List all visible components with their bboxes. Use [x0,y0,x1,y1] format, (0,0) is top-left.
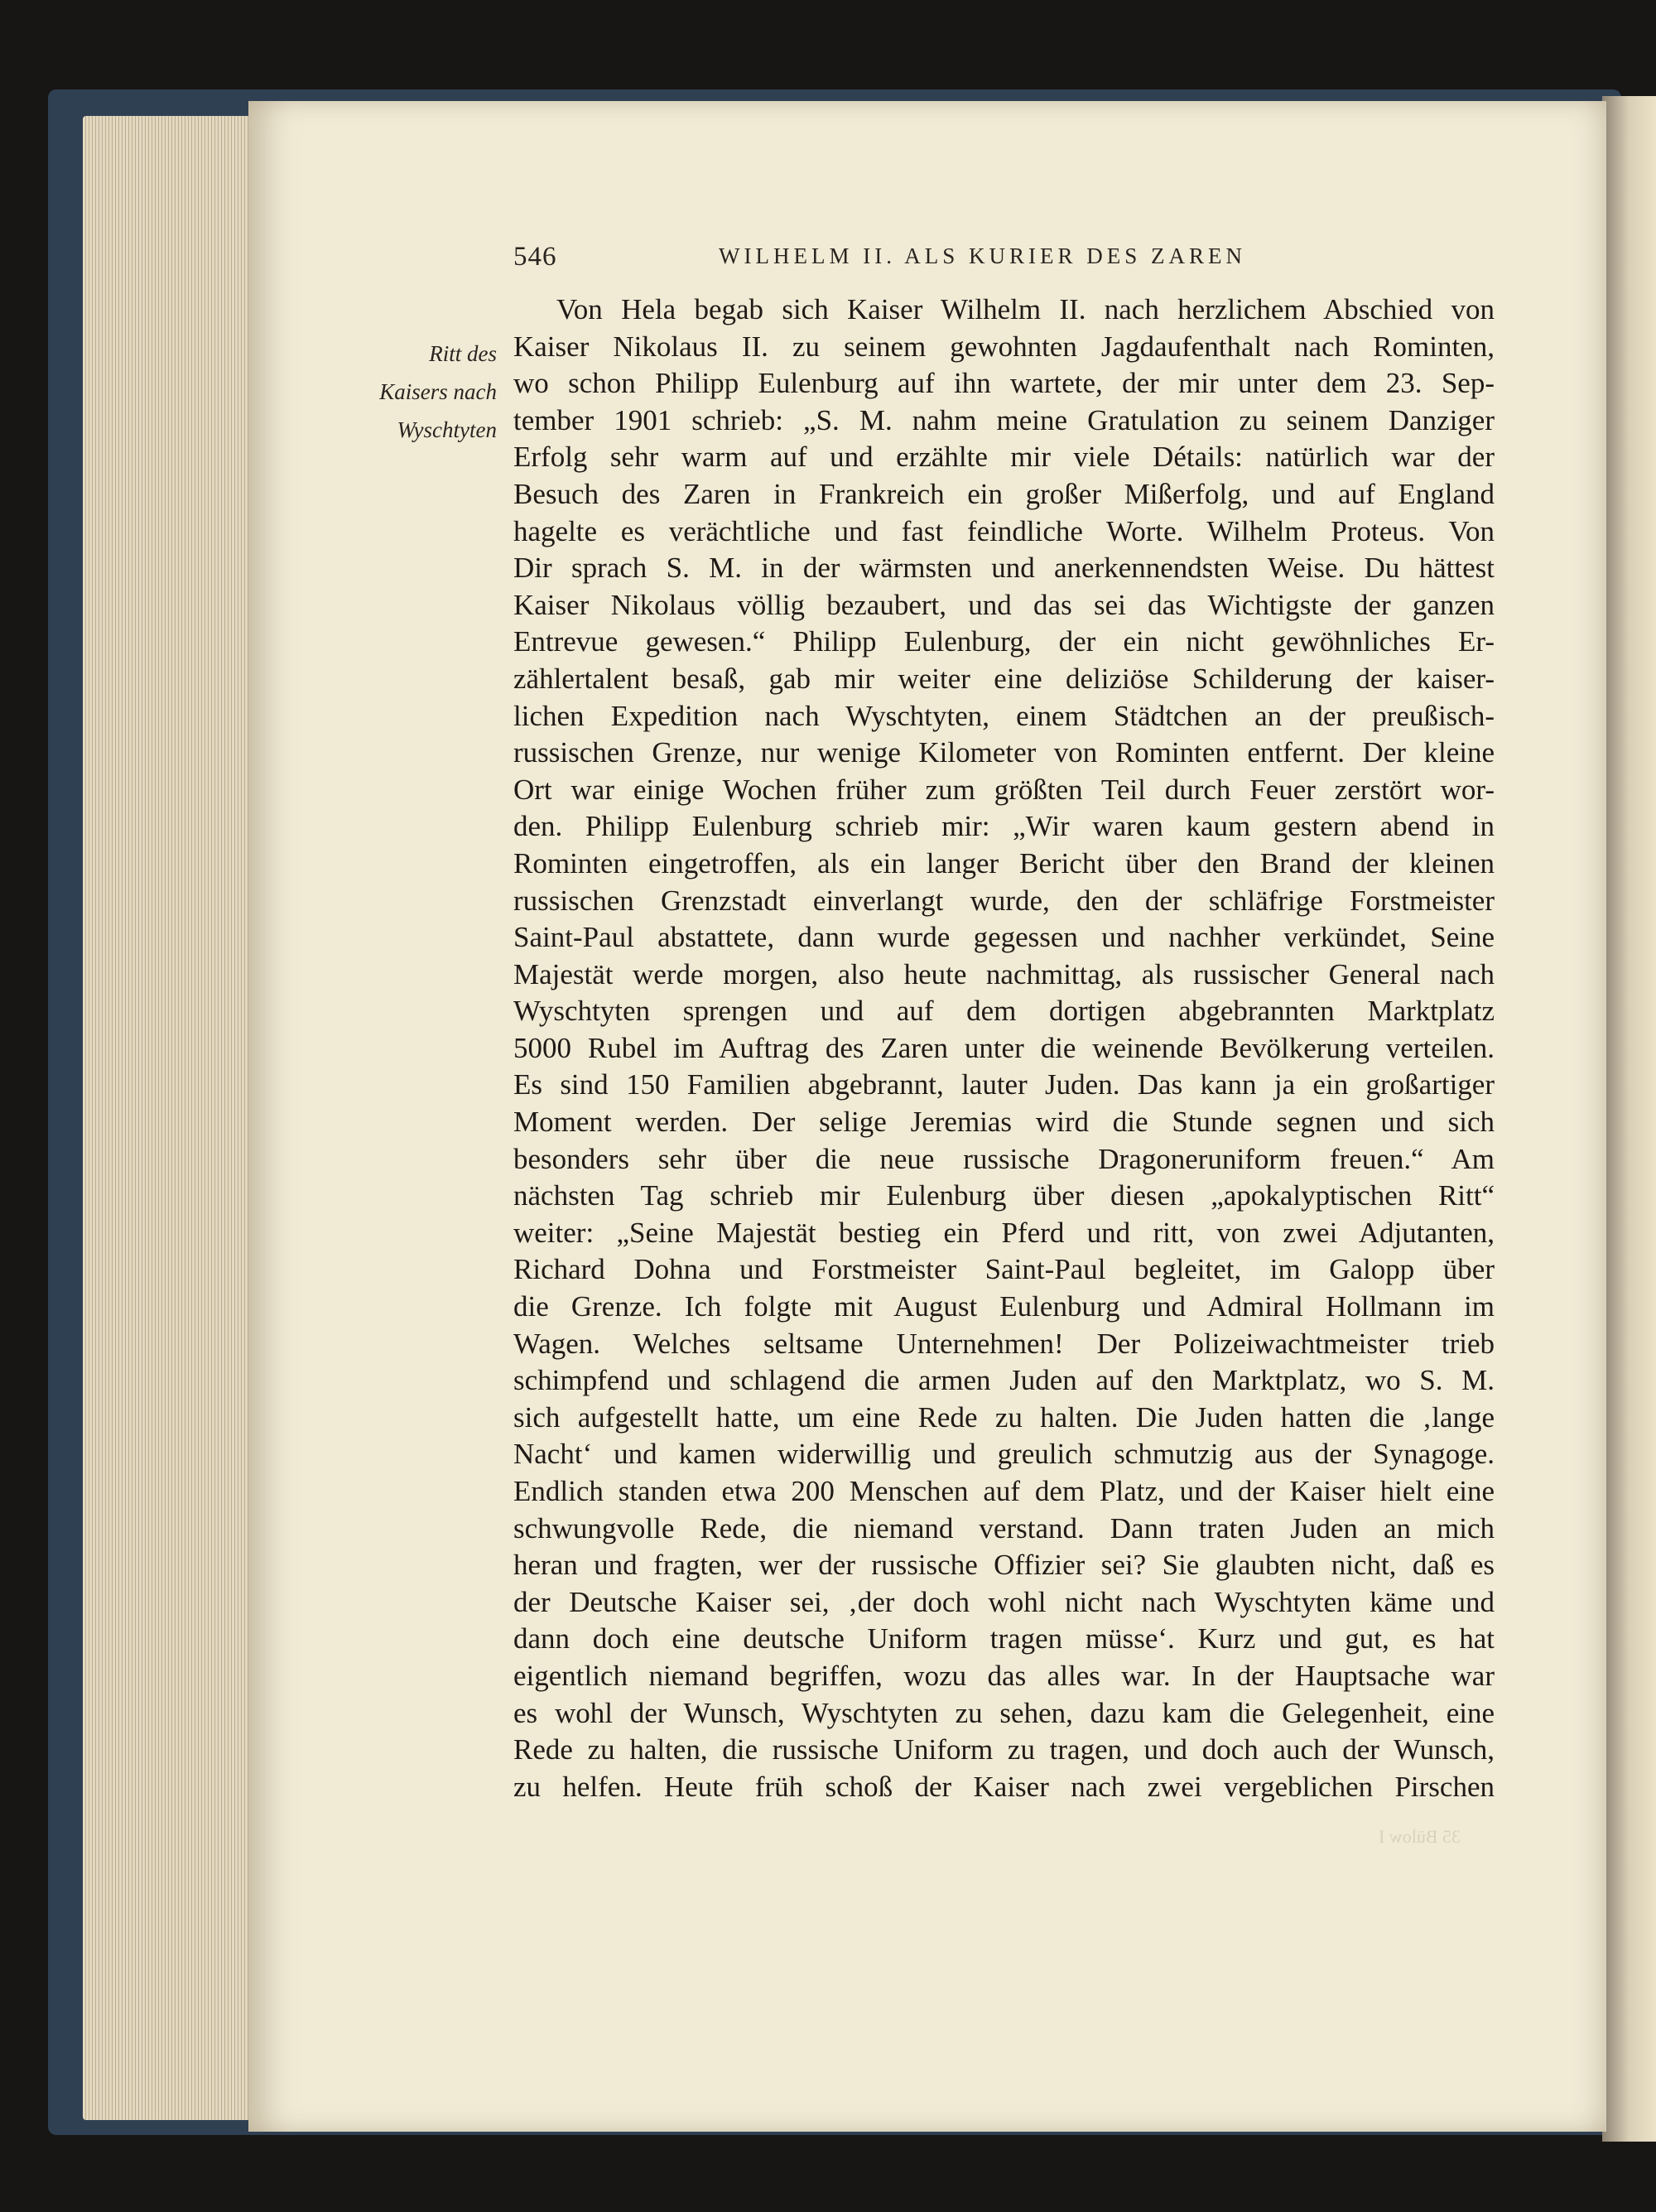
running-head: WILHELM II. ALS KURIER DES ZAREN [719,243,1246,268]
text-line: Saint-Paul abstattete, dann wurde gegessen und nachher verkündet, Seine [513,921,1495,954]
text-line: weiter: „Seine Majestät bestieg ein Pferd und ritt, von zwei Adjutanten, [513,1216,1495,1249]
text-line: der Deutsche Kaiser sei, ‚der doch wohl nicht nach Wyschtyten käme und [513,1585,1495,1618]
text-line: dann doch eine deutsche Uniform tragen müsse‘. Kurz und gut, es hat [513,1622,1495,1655]
text-line: Ort war einige Wochen früher zum größten Teil durch Feuer zerstört wor- [513,773,1495,806]
text-line: Rede zu halten, die russische Uniform zu tragen, und doch auch der Wunsch, [513,1733,1495,1766]
margin-note-line: Wyschtyten [397,417,497,442]
text-line: Kaiser Nikolaus II. zu seinem gewohnten Jagdaufenthalt nach Rominten, [513,330,1495,363]
text-line: hagelte es verächtliche und fast feindliche Worte. Wilhelm Proteus. Von [513,514,1495,547]
text-line: Richard Dohna und Forstmeister Saint-Paul begleitet, im Galopp über [513,1253,1495,1286]
text-line: Kaiser Nikolaus völlig bezaubert, und das sei das Wichtigste der ganzen [513,588,1495,621]
text-line: 5000 Rubel im Auftrag des Zaren unter die weinende Bevölkerung verteilen. [513,1031,1495,1064]
text-line: die Grenze. Ich folgte mit August Eulenburg und Admiral Hollmann im [513,1290,1495,1323]
text-line: Entrevue gewesen.“ Philipp Eulenburg, der ein nicht gewöhnliches Er- [513,625,1495,658]
text-line: Erfolg sehr warm auf und erzählte mir viele Détails: natürlich war der [513,441,1495,474]
text-line: es wohl der Wunsch, Wyschtyten zu sehen, dazu kam die Gelegenheit, eine [513,1696,1495,1729]
text-line: schwungvolle Rede, die niemand verstand. Dann traten Juden an mich [513,1511,1495,1545]
margin-note [339,335,497,449]
margin-note-line: Ritt des [429,341,497,366]
facing-page-edge [1602,96,1656,2142]
body-text [513,292,1495,1805]
text-line: lichen Expedition nach Wyschtyten, einem Städtchen an der preußisch- [513,699,1495,732]
text-line: wo schon Philipp Eulenburg auf ihn wartete, der mir unter dem 23. Sep- [513,367,1495,400]
text-line: Rominten eingetroffen, als ein langer Bericht über den Brand der kleinen [513,846,1495,879]
text-line: nächsten Tag schrieb mir Eulenburg über diesen „apokalyptischen Ritt“ [513,1179,1495,1212]
text-line: sich aufgestellt hatte, um eine Rede zu halten. Die Juden hatten die ‚lange [513,1400,1495,1434]
text-line: schimpfend und schlagend die armen Juden auf den Marktplatz, wo S. M. [513,1364,1495,1397]
text-line: tember 1901 schrieb: „S. M. nahm meine Gratulation zu seinem Danziger [513,403,1495,436]
text-line: Wagen. Welches seltsame Unternehmen! Der Polizeiwachtmeister trieb [513,1327,1495,1360]
text-line: heran und fragten, wer der russische Offizier sei? Sie glaubten nicht, daß es [513,1549,1495,1582]
margin-note-line: Kaisers nach [379,379,497,404]
text-line: eigentlich niemand begriffen, wozu das alles war. In der Hauptsache war [513,1659,1495,1692]
text-line: zählertalent besaß, gab mir weiter eine deliziöse Schilderung der kaiser- [513,662,1495,695]
text-line: Majestät werde morgen, also heute nachmittag, als russischer General nach [513,957,1495,990]
page-header [513,242,1495,275]
text-line: russischen Grenzstadt einverlangt wurde, den der schläfrige Forstmeister [513,884,1495,917]
text-line: Dir sprach S. M. in der wärmsten und anerkennendsten Weise. Du hättest [513,552,1495,585]
text-line: Moment werden. Der selige Jeremias wird die Stunde segnen und sich [513,1106,1495,1139]
text-line: Besuch des Zaren in Frankreich ein großer Mißerfolg, und auf England [513,477,1495,510]
text-line: russischen Grenze, nur wenige Kilometer von Rominten entfernt. Der kleine [513,736,1495,769]
text-line: zu helfen. Heute früh schoß der Kaiser nach zwei vergeblichen Pirschen [513,1770,1495,1803]
text-line: Nacht‘ und kamen widerwillig und greulich schmutzig aus der Synagoge. [513,1438,1495,1471]
text-line: den. Philipp Eulenburg schrieb mir: „Wir waren kaum gestern abend in [513,810,1495,843]
text-line: besonders sehr über die neue russische Dragoneruniform freuen.“ Am [513,1142,1495,1175]
text-line: Es sind 150 Familien abgebrannt, lauter Juden. Das kann ja ein großartiger [513,1068,1495,1101]
signature-mark: 35 Bülow I [1379,1826,1461,1847]
text-line: Von Hela begab sich Kaiser Wilhelm II. nach herzlichem Abschied von [556,293,1495,325]
page-number: 546 [513,242,557,272]
text-line: Wyschtyten sprengen und auf dem dortigen abgebrannten Marktplatz [513,995,1495,1028]
text-line: Endlich standen etwa 200 Menschen auf dem Platz, und der Kaiser hielt eine [513,1475,1495,1507]
